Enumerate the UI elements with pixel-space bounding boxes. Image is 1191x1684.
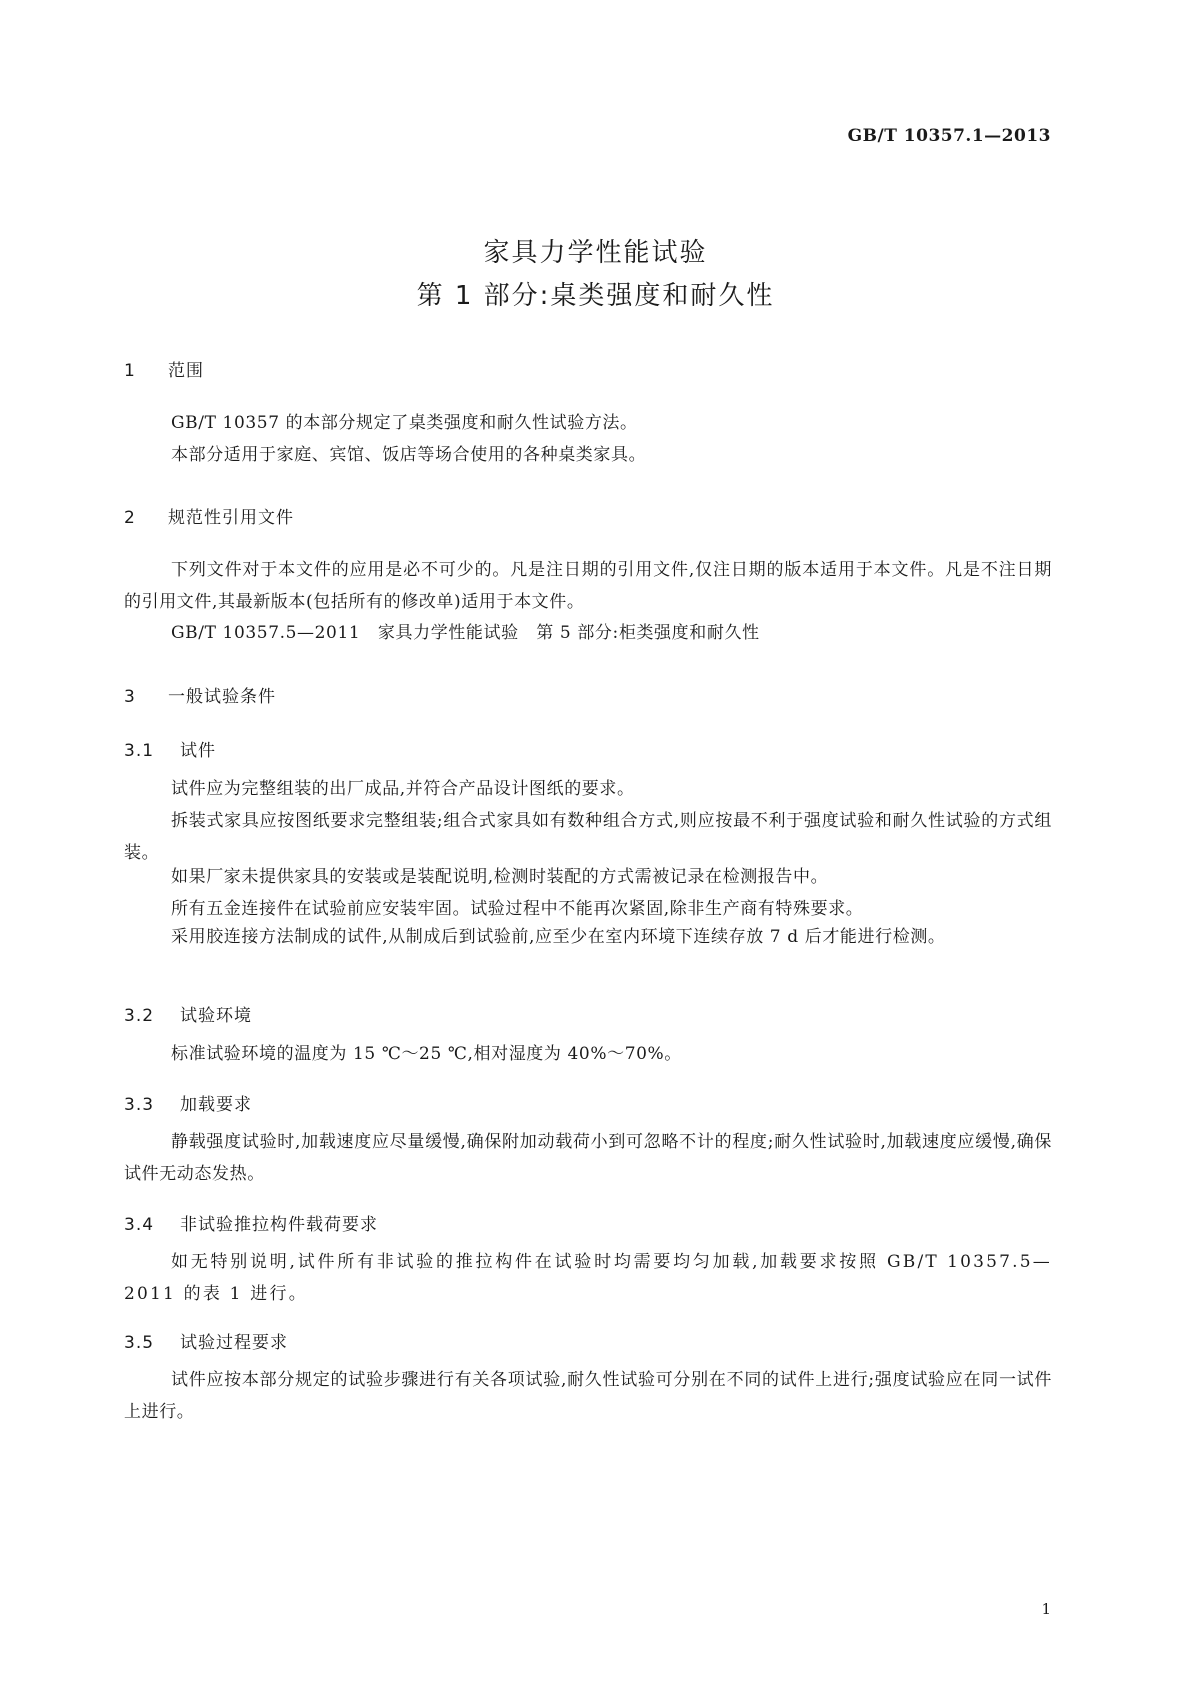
section-3-1-paragraph-1: 试件应为完整组装的出厂成品,并符合产品设计图纸的要求。 [171,779,635,799]
section-1-paragraph-2: 本部分适用于家庭、宾馆、饭店等场合使用的各种桌类家具。 [171,445,647,465]
section-3-4-paragraph-1: 如无特别说明,试件所有非试验的推拉构件在试验时均需要均匀加载,加载要求按照 GB/T 10357.5—2011 的表 1 进行。 [124,1252,1052,1304]
section-number: 2 [124,508,136,528]
document-subtitle: 第 1 部分:桌类强度和耐久性 [416,281,775,311]
section-3-4-heading [124,1210,378,1235]
section-3-1-paragraph-3: 如果厂家未提供家具的安装或是装配说明,检测时装配的方式需被记录在检测报告中。 [171,867,829,887]
section-3-2-heading [124,1001,252,1026]
section-3-1-paragraph-5: 采用胶连接方法制成的试件,从制成后到试验前,应至少在室内环境下连续存放 7 d 后才能进行检测。 [171,927,946,947]
section-title: 一般试验条件 [168,687,276,707]
section-number: 3 [124,687,136,707]
section-title: 加载要求 [180,1095,252,1115]
section-3-heading [124,682,276,707]
section-number: 3.3 [124,1095,155,1115]
section-1-heading [124,356,204,381]
section-number: 3.2 [124,1006,155,1026]
section-number: 1 [124,361,136,381]
section-3-2-paragraph-1: 标准试验环境的温度为 15 ℃～25 ℃,相对湿度为 40%～70%。 [171,1044,682,1064]
page-number: 1 [1041,1600,1051,1618]
section-3-3-paragraph-1: 静载强度试验时,加载速度应尽量缓慢,确保附加动载荷小到可忽略不计的程度;耐久性试验时,加载速度应缓慢,确保试件无动态发热。 [124,1132,1052,1184]
section-2-paragraph-1: 下列文件对于本文件的应用是必不可少的。凡是注日期的引用文件,仅注日期的版本适用于本文件。凡是不注日期的引用文件,其最新版本(包括所有的修改单)适用于本文件。 [124,560,1052,612]
section-3-1-paragraph-2: 拆装式家具应按图纸要求完整组装;组合式家具如有数种组合方式,则应按最不利于强度试验和耐久性试验的方式组装。 [124,811,1052,863]
section-number: 3.5 [124,1333,155,1353]
section-3-5-heading [124,1328,288,1353]
section-3-5-paragraph-1: 试件应按本部分规定的试验步骤进行有关各项试验,耐久性试验可分别在不同的试件上进行;强度试验应在同一试件上进行。 [124,1370,1052,1422]
document-title: 家具力学性能试验 [483,238,708,268]
section-number: 3.4 [124,1215,155,1235]
section-3-1-heading [124,736,216,761]
section-number: 3.1 [124,741,155,761]
section-3-3-heading [124,1090,252,1115]
standard-code: GB/T 10357.1—2013 [847,126,1051,146]
section-title: 试件 [180,741,216,761]
section-2-heading [124,503,294,528]
section-title: 范围 [168,361,204,381]
section-title: 规范性引用文件 [168,508,294,528]
section-title: 试验环境 [180,1006,252,1026]
section-title: 试验过程要求 [180,1333,288,1353]
section-1-paragraph-1: GB/T 10357 的本部分规定了桌类强度和耐久性试验方法。 [171,413,638,433]
section-title: 非试验推拉构件载荷要求 [180,1215,378,1235]
section-2-reference-1: GB/T 10357.5—2011 家具力学性能试验 第 5 部分:柜类强度和耐久性 [171,623,760,643]
section-3-1-paragraph-4: 所有五金连接件在试验前应安装牢固。试验过程中不能再次紧固,除非生产商有特殊要求。 [171,899,864,919]
